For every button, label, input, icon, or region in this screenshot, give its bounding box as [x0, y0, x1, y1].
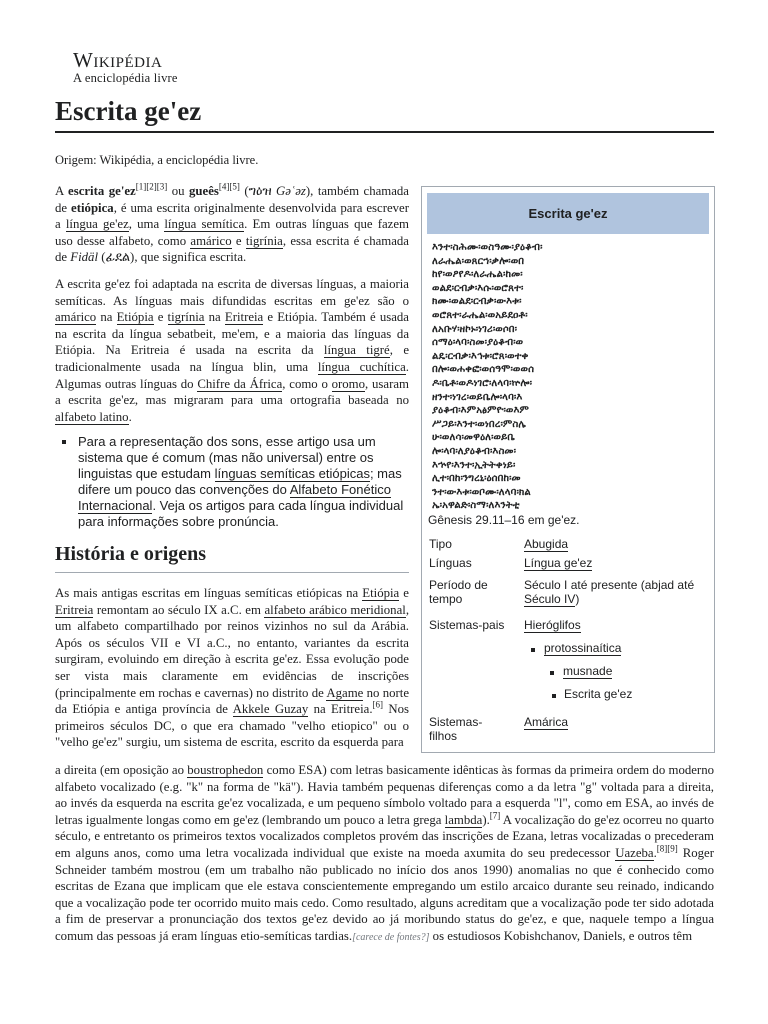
link-tigrinia[interactable]: tigrínia — [245, 233, 283, 248]
link-protossinaitica[interactable]: protossinaítica — [544, 641, 622, 655]
link-boustrophedon[interactable]: boustrophedon — [187, 763, 264, 777]
geez-line: እንተ፡ስሕሙ፡ወስዓሙ፡ያዕቆብ፡ — [432, 242, 543, 253]
geez-line: ለአቡሃ፡ዘኮኑ፡ነገሪ፡ወሶበ፡ — [432, 323, 518, 335]
link-etiopia[interactable]: Etiópia — [116, 310, 154, 325]
infobox-caption: Gênesis 29.11–16 em ge'ez. — [428, 513, 580, 527]
geez-line: ያዕቆብ፡እምአፅምዮ፡ወእም — [432, 405, 530, 417]
geez-line: ሰማዕ፡ላባ፡ስመ፡ያዕቆብ፡ወ — [432, 337, 524, 349]
wikipedia-logo[interactable] — [73, 48, 178, 86]
geez-line: ሎ፡ላባ፡ለያዕቆብ፡እስመ፡ — [432, 445, 517, 457]
geez-line: ወሮጸተ፡ራሔል፡ወአይደዐቶ፡ — [432, 309, 528, 321]
geez-line: በሎ፡ወሐቀፎ፡ወሰዓሞ፡ወወሰ — [432, 364, 535, 376]
link-chifre-da-africa[interactable]: Chifre da África — [197, 376, 283, 391]
link-eritreia[interactable]: Eritreia — [224, 310, 264, 325]
infobox-sub-musnade — [563, 664, 612, 678]
link-eritreia-2[interactable]: Eritreia — [55, 602, 94, 617]
logo-wordmark: Wikipédia — [73, 48, 163, 72]
geez-line: ወልደ፡ርብቃ፡እሱ፡ወሮጸተ፡ — [432, 282, 524, 294]
bullet-marker — [531, 648, 535, 652]
link-alfabeto-arabico-meridional[interactable]: alfabeto arábico meridional — [264, 602, 406, 617]
ref-link[interactable]: [8][9] — [656, 843, 678, 854]
geez-line: ከየ፡ወዖየዶ፡ለራሔል፡ከመ፡ — [432, 269, 523, 281]
link-lingua-cuchitica[interactable]: língua cuchítica — [317, 359, 406, 374]
ref-link[interactable]: [6] — [372, 699, 384, 710]
link-oromo[interactable]: oromo — [331, 376, 366, 391]
geez-line: ልዴ፡ርብቃ፡እኅቱ፡ሮጸ፡ወተቀ — [432, 350, 529, 362]
link-alfabeto-latino[interactable]: alfabeto latino — [55, 409, 129, 424]
link-etiopia-2[interactable]: Etiópia — [362, 586, 400, 600]
link-agame[interactable]: Agame — [326, 685, 364, 700]
ref-link[interactable]: [1][2][3] — [135, 181, 168, 192]
geez-script-image[interactable] — [432, 241, 627, 513]
link-amarico-2[interactable]: amárico — [55, 310, 97, 325]
geez-line: ኤ፡አዋልድ፡ስማ፡ለእንትቲ — [432, 500, 520, 512]
geez-line: ዘንተ፡ነገረ፡ወይቤሎ፡ላባ፡እ — [432, 391, 523, 403]
link-lambda[interactable]: lambda — [444, 812, 483, 827]
link-lingua-semitica[interactable]: língua semítica — [164, 217, 245, 232]
geez-line: ክሙ፡ወልደ፡ርብቃ፡ውእቱ፡ — [432, 296, 522, 308]
geez-line: ለራሔል፡ወጸርኀ፡ቃሎ፡ወበ — [432, 255, 525, 267]
infobox-sub-escrita-geez: Escrita ge'ez — [564, 687, 633, 701]
link-uazeba[interactable]: Uazeba — [615, 845, 654, 860]
link-lingua-geez[interactable]: língua ge'ez — [65, 217, 129, 232]
geez-line: እኍየ፡እንተ፡ኢትትቀነይ፡ — [432, 459, 516, 471]
link-amarica[interactable]: Amárica — [524, 715, 569, 729]
geez-line: ሥጋይ፡እንተ፡ወነበረ፡ምስሌ — [432, 418, 526, 430]
link-linguas-semiticas-etiopicas[interactable]: línguas semíticas etiópicas — [214, 466, 370, 481]
link-akkele-guzay[interactable]: Akkele Guzay — [232, 702, 309, 717]
ref-link[interactable]: [4][5] — [218, 181, 240, 192]
link-lingua-geez-ib[interactable]: Língua ge'ez — [524, 556, 593, 570]
section-heading-historia: História e origens — [55, 543, 409, 573]
origin-line: Origem: Wikipédia, a enciclopédia livre. — [55, 153, 259, 167]
link-seculo-iv[interactable]: Século IV — [524, 592, 576, 606]
bullet-marker — [552, 694, 556, 698]
history-paragraph-start: As mais antigas escritas em línguas semíticas etiópicas na Etiópia e Eritreia remontam ao século IX a.C. em alfabeto arábico meridional, um alfabeto compartilhado por reinos vizinhos no sul da Arábia. Após os séculos VII e VI a.C., no entanto, variantes da escrita surgiram, evoluindo em direção à escrita ge'ez. Essa evolução pode ser vista mais claramente em evidências de inscrições (principalmente em rochas e cavernas) no distrito de Agame no norte da Etiópia e antiga província de Akkele Guzay na Eritreia.[6] Nos primeiros séculos DC, o que era chamado "velho etiopico" ou o "velho ge'ez" surgiu, um sistema de escrita, escrito da esquerda para — [55, 586, 410, 750]
infobox-sub-protossinaitica — [544, 641, 621, 655]
link-hieroglifos[interactable]: Hieróglifos — [524, 618, 581, 632]
intro-paragraph: A escrita ge'ez[1][2][3] ou gueês[4][5] (ግዕዝ Gəʿəz), também chamada de etiópica, é uma escrita originalmente desenvolvida para escrever a língua ge'ez, uma língua semítica. Em outras línguas que fazem uso desse alfabeto, como amárico e tigrínia, essa escrita é chamada de Fidäl (ፊደል), que significa escrita. — [55, 181, 409, 265]
link-tigrinia-2[interactable]: tigrínia — [167, 310, 205, 325]
geez-line: ሁ፡ወለሳ፡መዋዕለ፡ወይቤ — [432, 432, 516, 444]
geez-line: ንተ፡ውእቱ፡ወቦሙ፡ለላባ፡ክል — [432, 486, 531, 498]
history-paragraph-continued: a direita (em oposição ao boustrophedon como ESA) com letras basicamente idênticas às formas da primeira ordem do moderno alfabeto vocalizado (e.g. "k" na forma de "kä"). Havia também pequenas diferenças como a da letra "g" voltada para a direita, ao invés da esquerda na escrita ge'ez vocalizada, e um pequeno símbolo voltado para a esquerda "l", como em ESA, ao invés de letras igualmente longas como em ge'ez (lembrando um pouco a letra grega lambda).[7] A vocalização do ge'ez ocorreu no quarto século, e entretanto os primeiros textos vocalizados completos provém das inscrições de Ezana, letras vocalizadas o precederam em alguns anos, como uma letra vocalizada individual que existe na moeda axumita do seu predecessor Uazeba.[8][9] Roger Schneider também mostrou (em um trabalho não publicado no início dos anos 1990) anomalias no que é conhecido como escritas de Ezana que implicam que ele estava conscientemente empregando um estilo arcaico durante seu reinado, indicando que a vocalização pode ter ocorrido muito mais cedo. Como resultado, alguns acreditam que a vocalização pode ter sido adotada a fim de preservar a pronunciação dos textos ge'ez devido ao já moribundo status do ge'ez, e que, naquele tempo a língua comum das pessoas já eram línguas etio-semíticas tardias.[carece de fontes?] os estudiosos Kobishchanov, Daniels, e outros têm — [55, 763, 714, 943]
ref-link[interactable]: [7] — [489, 810, 501, 821]
citation-needed[interactable]: [carece de fontes?] — [352, 931, 430, 943]
page-title: Escrita ge'ez — [55, 96, 714, 133]
link-musnade[interactable]: musnade — [563, 664, 613, 678]
infobox: Escrita ge'ez እንተ፡ስሕሙ፡ወስዓሙ፡ያዕቆብ፡ ለራሔል፡ወጸርኀ፡ቃሎ፡ወበ ከየ፡ወዖየዶ፡ለራሔል፡ከመ፡ ወልደ፡ርብቃ፡እሱ፡ወሮጸተ፡ ክሙ፡ወልደ፡ርብቃ፡ውእቱ፡ ወሮጸተ፡ራሔል፡ወአይደዐቶ፡ ለአቡሃ፡ዘኮኑ፡ነገሪ፡ወሶበ፡ ሰማዕ፡ላባ፡ስመ፡ያዕቆብ፡ወ ልዴ፡ርብቃ፡እኅቱ፡ሮጸ፡ወተቀ በሎ፡ወሐቀፎ፡ወሰዓሞ፡ወወሰ ዶ፡ቤቶ፡ወዶነገሮ፡ለላባ፡ኵሎ፡ ዘንተ፡ነገረ፡ወይቤሎ፡ላባ፡እ ያዕቆብ፡እምአፅምዮ፡ወእም ሥጋይ፡እንተ፡ወነበረ፡ምስሌ ሁ፡ወለሳ፡መዋዕለ፡ወይቤ ሎ፡ላባ፡ለያዕቆብ፡እስመ፡ እኍየ፡እንተ፡ኢትትቀነይ፡ ሊተ፡በከ፡ንግረኒ፡ዕሰበከ፡መ ንተ፡ውእቱ፡ወቦሙ፡ለላባ፡ክል ኤ፡አዋልድ፡ስማ፡ለእንትቲ Gênesis 29.11–16 em ge'ez. Tipo Abugida Línguas Língua ge'ez Período de tempo Século I até presente (abjad até Século IV) Sistemas-pais Hieróglifos protossinaítica musnade Escrita ge'ez Sistemas-filhos Amárica — [421, 186, 715, 753]
bullet-marker — [62, 440, 66, 444]
infobox-title: Escrita ge'ez — [427, 193, 709, 234]
geez-line: ዶ፡ቤቶ፡ወዶነገሮ፡ለላባ፡ኵሎ፡ — [432, 377, 532, 389]
link-amarico[interactable]: amárico — [190, 233, 232, 248]
link-lingua-tigre[interactable]: língua tigré — [323, 343, 390, 358]
logo-tagline: A enciclopédia livre — [73, 71, 178, 85]
link-alfabeto-fonetico[interactable]: Alfabeto Fonético Internacional — [78, 482, 391, 513]
link-abugida[interactable]: Abugida — [524, 537, 569, 551]
bullet-marker — [550, 671, 554, 675]
geez-line: ሊተ፡በከ፡ንግረኒ፡ዕሰበከ፡መ — [432, 473, 521, 485]
paragraph-adaptation: A escrita ge'ez foi adaptada na escrita de diversas línguas, a maioria semíticas. As línguas mais difundidas escritas em ge'ez são o amárico na Etiópia e tigrínia na Eritreia e Etiópia. Também é usada na escrita da língua sebatbeit, me'em, e a maioria das línguas da Etiópia. Na Eritreia é usada na escrita da língua tigré, e tradicionalmente usada na língua blin, uma língua cuchítica. Algumas outras línguas do Chifre da África, como o oromo, usaram a escrita ge'ez, mas migraram para uma ortografia baseada no alfabeto latino. — [55, 277, 409, 424]
pronunciation-note: Para a representação dos sons, esse artigo usa um sistema que é comum (mas não universal) entre os linguistas que estudam línguas semíticas etiópicas; mas difere um pouco das convenções do Alfabeto Fonético Internacional. Veja os artigos para cada língua individual para informações sobre pronúncia. — [78, 434, 404, 529]
